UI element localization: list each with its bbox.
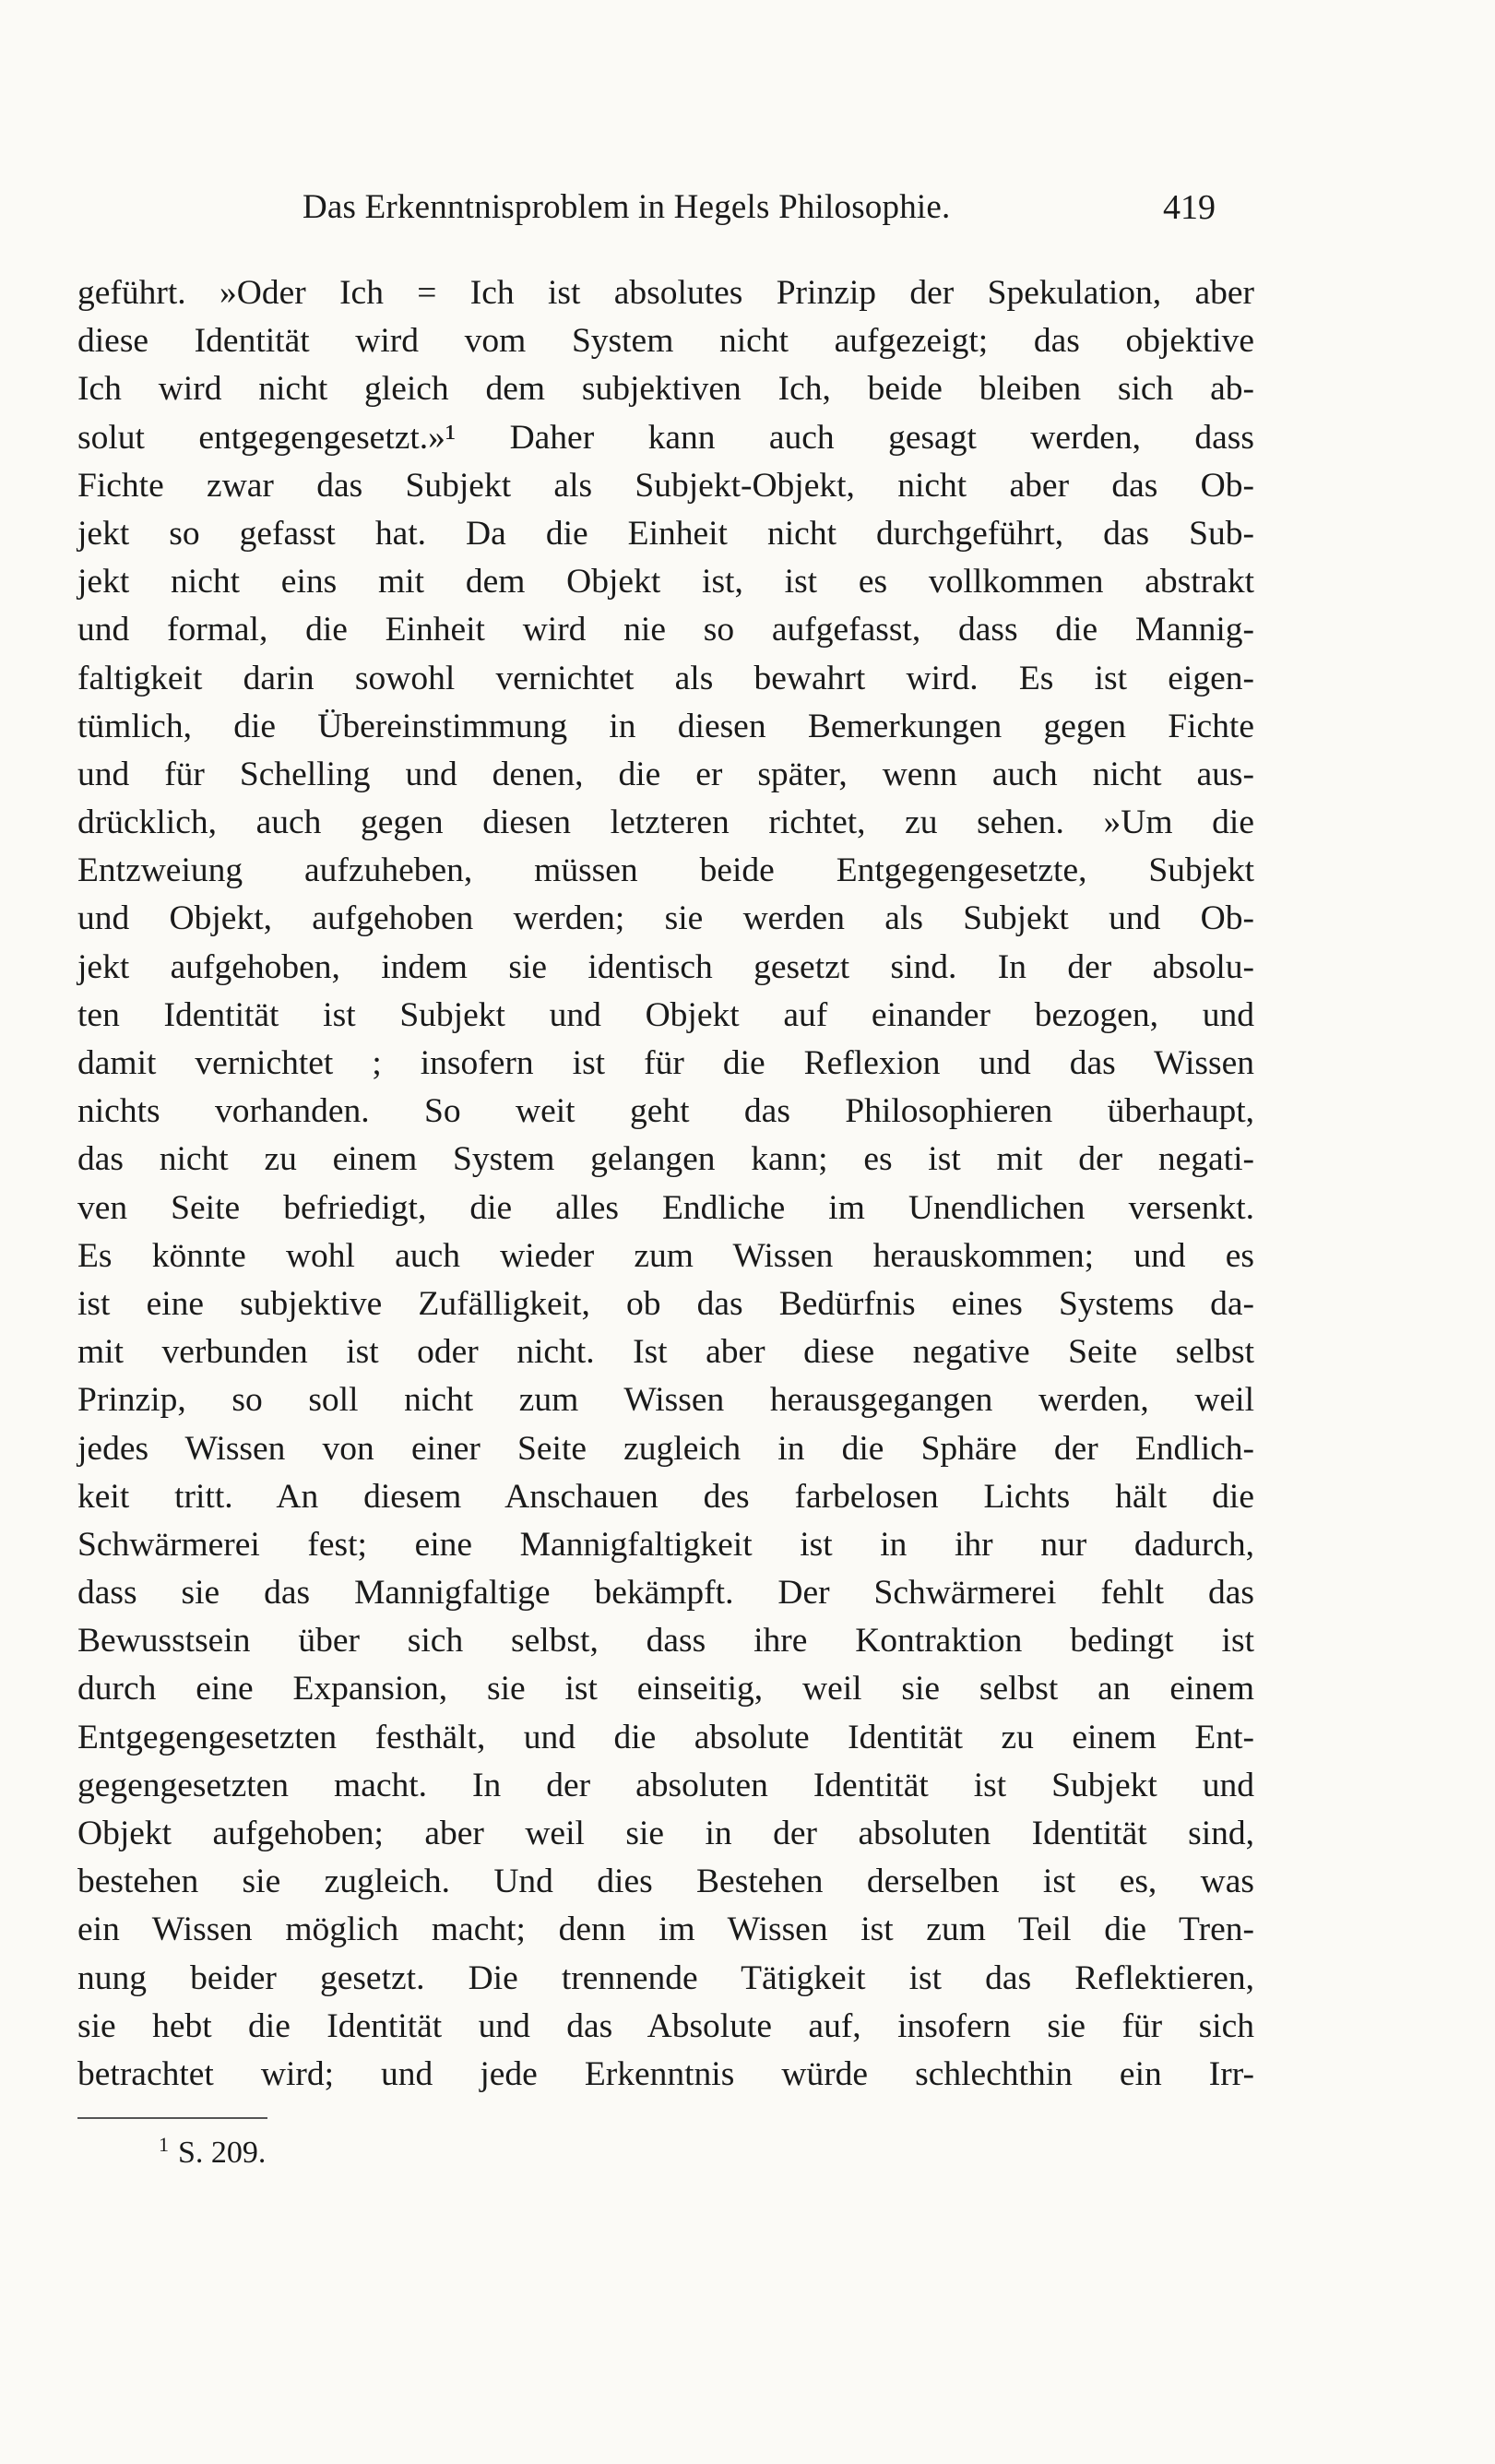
text-line: Entzweiung aufzuheben, müssen beide Entgegengesetzte, Subjekt (77, 851, 1254, 890)
text-line: damit vernichtet ; insofern ist für die Reflexion und das Wissen (77, 1044, 1254, 1082)
text-line: Objekt aufgehoben; aber weil sie in der absoluten Identität sind, (77, 1815, 1254, 1852)
text-line: Ich wird nicht gleich dem subjektiven Ich, beide bleiben sich ab- (77, 370, 1254, 409)
page-number: 419 (1163, 188, 1216, 227)
footnote-marker: 1 (159, 2133, 169, 2156)
text-line: solut entgegengesetzt.»¹ Daher kann auch gesagt werden, dass (77, 418, 1254, 457)
text-line: und Objekt, aufgehoben werden; sie werden als Subjekt und Ob- (77, 899, 1254, 938)
text-line: ten Identität ist Subjekt und Objekt auf einander bezogen, und (77, 995, 1254, 1034)
running-header (303, 185, 1216, 231)
text-line: Entgegengesetzten festhält, und die absolute Identität zu einem Ent- (77, 1718, 1254, 1756)
text-line: faltigkeit darin sowohl vernichtet als bewahrt wird. Es ist eigen- (77, 659, 1254, 697)
text-line: nung beider gesetzt. Die trennende Tätigkeit ist das Reflektieren, (77, 1958, 1254, 1997)
text-line: keit tritt. An diesem Anschauen des farbelosen Lichts hält die (77, 1477, 1254, 1516)
footnote (159, 2122, 266, 2176)
text-line: drücklich, auch gegen diesen letzteren richtet, zu sehen. »Um die (77, 803, 1254, 842)
text-line: geführt. »Oder Ich = Ich ist absolutes Prinzip der Spekulation, aber (77, 274, 1254, 312)
text-line: ist eine subjektive Zufälligkeit, ob das Bedürfnis eines Systems da- (77, 1284, 1254, 1323)
text-line: betrachtet wird; und jede Erkenntnis würde schlechthin ein Irr- (77, 2054, 1254, 2093)
text-line: Prinzip, so soll nicht zum Wissen herausgegangen werden, weil (77, 1381, 1254, 1420)
text-line: ven Seite befriedigt, die alles Endliche im Unendlichen versenkt. (77, 1188, 1254, 1227)
text-line: bestehen sie zugleich. Und dies Bestehen derselben ist es, was (77, 1863, 1254, 1901)
text-line: dass sie das Mannigfaltige bekämpft. Der Schwärmerei fehlt das (77, 1574, 1254, 1613)
text-line: gegengesetzten macht. In der absoluten Identität ist Subjekt und (77, 1766, 1254, 1804)
text-line: Es könnte wohl auch wieder zum Wissen herauskommen; und es (77, 1236, 1254, 1275)
text-line: jekt aufgehoben, indem sie identisch gesetzt sind. In der absolu- (77, 947, 1254, 986)
text-line: sie hebt die Identität und das Absolute auf, insofern sie für sich (77, 2006, 1254, 2045)
footnote-text: S. 209. (178, 2136, 267, 2170)
text-line: ein Wissen möglich macht; denn im Wissen ist zum Teil die Tren- (77, 1910, 1254, 1949)
text-line: diese Identität wird vom System nicht aufgezeigt; das objektive (77, 322, 1254, 361)
text-line: jekt so gefasst hat. Da die Einheit nicht durchgeführt, das Sub- (77, 514, 1254, 553)
text-line: nichts vorhanden. So weit geht das Philosophieren überhaupt, (77, 1092, 1254, 1131)
body-text (77, 269, 1254, 2099)
text-line: und formal, die Einheit wird nie so aufgefasst, dass die Mannig- (77, 611, 1254, 649)
text-line: jekt nicht eins mit dem Objekt ist, ist es vollkommen abstrakt (77, 563, 1254, 601)
text-line: Schwärmerei fest; eine Mannigfaltigkeit ist in ihr nur dadurch, (77, 1525, 1254, 1564)
text-line: tümlich, die Übereinstimmung in diesen Bemerkungen gegen Fichte (77, 707, 1254, 745)
text-line: jedes Wissen von einer Seite zugleich in die Sphäre der Endlich- (77, 1429, 1254, 1468)
footnote-rule (77, 2117, 267, 2119)
text-line: und für Schelling und denen, die er später, wenn auch nicht aus- (77, 755, 1254, 793)
text-line: mit verbunden ist oder nicht. Ist aber diese negative Seite selbst (77, 1333, 1254, 1372)
text-line: Fichte zwar das Subjekt als Subjekt-Objekt, nicht aber das Ob- (77, 466, 1254, 505)
text-line: Bewusstsein über sich selbst, dass ihre Kontraktion bedingt ist (77, 1622, 1254, 1661)
text-line: das nicht zu einem System gelangen kann; es ist mit der negati- (77, 1140, 1254, 1179)
running-title: Das Erkenntnisproblem in Hegels Philosophie. (303, 188, 951, 226)
text-line: durch eine Expansion, sie ist einseitig, weil sie selbst an einem (77, 1670, 1254, 1708)
